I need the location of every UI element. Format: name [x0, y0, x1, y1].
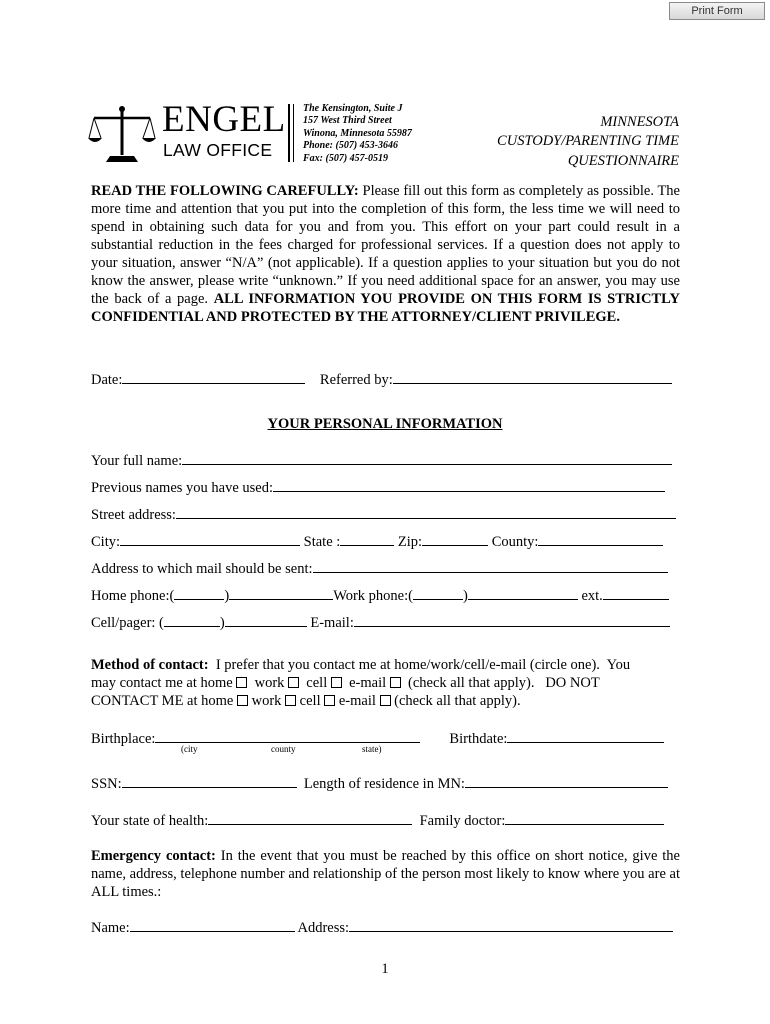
phone-line — [91, 586, 669, 605]
city-field[interactable] — [120, 532, 300, 546]
birth-state-hint: state) — [362, 744, 382, 754]
city-label: City: — [91, 534, 121, 550]
contact-method-lead: Method of contact: — [91, 657, 209, 673]
full-name-field[interactable] — [182, 451, 672, 465]
print-form-button[interactable]: Print Form — [669, 2, 765, 20]
date-field[interactable] — [122, 370, 305, 384]
contact-email-checkbox[interactable] — [390, 677, 401, 688]
home-area-code-field[interactable] — [174, 586, 224, 600]
paren: ) — [224, 588, 230, 604]
health-line — [91, 811, 664, 830]
cell-area-code-field[interactable] — [164, 613, 220, 627]
emergency-address-label: Address: — [297, 920, 350, 936]
contact-text: (check all that apply). DO NOT — [400, 675, 600, 691]
home-phone-label: Home phone:( — [91, 588, 175, 604]
address-line: The Kensington, Suite J — [303, 103, 403, 114]
zip-field[interactable] — [422, 532, 488, 546]
email-label: E-mail: — [310, 615, 354, 631]
emergency-name-field[interactable] — [130, 918, 295, 932]
street-address-field[interactable] — [176, 505, 676, 519]
health-label: Your state of health: — [91, 813, 209, 829]
county-label: County: — [491, 534, 539, 550]
emergency-contact-body: In the event that you must be reached by this office on short notice, give the name, address, telephone number and relationship of the person most likely to know where you are at ALL times.: — [91, 848, 680, 900]
mail-address-field[interactable] — [313, 559, 668, 573]
contact-text: cell — [299, 675, 331, 691]
contact-text: CONTACT ME at home — [91, 693, 237, 709]
title-line: MINNESOTA — [600, 114, 679, 130]
address-line: Winona, Minnesota 55987 — [303, 127, 412, 139]
cell-phone-field[interactable] — [225, 613, 307, 627]
address-line: 157 West Third Street — [303, 115, 392, 127]
contact-text: may contact me at home — [91, 675, 237, 691]
section-heading: YOUR PERSONAL INFORMATION — [267, 416, 503, 432]
contact-text: work — [247, 675, 289, 691]
residence-length-field[interactable] — [465, 774, 668, 788]
street-address-line — [91, 505, 676, 524]
page-number: 1 — [381, 961, 389, 977]
health-field[interactable] — [208, 811, 412, 825]
family-doctor-label: Family doctor: — [419, 813, 506, 829]
mail-address-label: Address to which mail should be sent: — [91, 561, 313, 577]
birthdate-label: Birthdate: — [449, 731, 508, 747]
logo-divider — [293, 104, 294, 162]
date-label: Date: — [91, 372, 123, 388]
ext-field[interactable] — [603, 586, 669, 600]
county-field[interactable] — [538, 532, 663, 546]
cell-line — [91, 613, 670, 632]
ext-label: ext. — [581, 588, 603, 604]
cell-label: Cell/pager: ( — [91, 615, 164, 631]
contact-work-checkbox[interactable] — [288, 677, 299, 688]
previous-names-field[interactable] — [273, 478, 665, 492]
ssn-label: SSN: — [91, 776, 122, 792]
contact-text: cell — [296, 693, 325, 709]
emergency-contact-paragraph — [91, 847, 680, 901]
logo-name: ENGEL — [162, 99, 286, 140]
contact-text: (check all that apply). — [390, 693, 521, 709]
emergency-name-label: Name: — [91, 920, 130, 936]
emergency-contact-lead: Emergency contact: — [91, 848, 216, 864]
state-field[interactable] — [340, 532, 394, 546]
instructions-lead: READ THE FOLLOWING CAREFULLY: — [91, 183, 359, 199]
no-contact-work-checkbox[interactable] — [285, 695, 296, 706]
title-line: CUSTODY/PARENTING TIME — [497, 133, 679, 150]
birthplace-label: Birthplace: — [91, 731, 156, 747]
work-area-code-field[interactable] — [413, 586, 463, 600]
street-address-label: Street address: — [91, 507, 176, 523]
state-label: State : — [303, 534, 341, 550]
office-address — [303, 103, 412, 165]
contact-text: I prefer that you contact me at home/work/cell/e-mail (circle one). You — [208, 657, 631, 673]
form-title — [497, 113, 679, 171]
no-contact-email-checkbox[interactable] — [380, 695, 391, 706]
contact-cell-checkbox[interactable] — [331, 677, 342, 688]
paren: ) — [219, 615, 225, 631]
scales-of-justice-icon — [88, 104, 156, 164]
referred-by-field[interactable] — [393, 370, 672, 384]
zip-label: Zip: — [397, 534, 423, 550]
ssn-field[interactable] — [122, 774, 297, 788]
title-line: QUESTIONNAIRE — [567, 152, 679, 169]
logo-divider — [288, 104, 290, 162]
mail-address-line — [91, 559, 668, 578]
family-doctor-field[interactable] — [505, 811, 664, 825]
emergency-address-field[interactable] — [349, 918, 673, 932]
paren: ) — [462, 588, 468, 604]
previous-names-line — [91, 478, 665, 497]
no-contact-cell-checkbox[interactable] — [324, 695, 335, 706]
contact-text: e-mail — [341, 675, 390, 691]
email-field[interactable] — [354, 613, 670, 627]
birthdate-field[interactable] — [507, 729, 664, 743]
logo-subtitle: LAW OFFICE — [163, 140, 273, 160]
birth-city-hint: (city — [181, 744, 198, 754]
confidentiality-notice: ALL INFORMATION YOU PROVIDE ON THIS FORM IS STRICTLY CONFIDENTIAL AND PROTECTED BY THE ATTORNEY/CLIENT PRIVILEGE. — [91, 291, 680, 325]
contact-text: e-mail — [335, 693, 380, 709]
work-phone-field[interactable] — [468, 586, 578, 600]
contact-method-line-3 — [91, 692, 521, 710]
contact-home-checkbox[interactable] — [236, 677, 247, 688]
city-line — [91, 532, 663, 551]
work-phone-label: Work phone:( — [333, 588, 413, 604]
home-phone-field[interactable] — [229, 586, 333, 600]
instructions-paragraph — [91, 182, 680, 326]
address-line: Fax: (507) 457-0519 — [303, 152, 388, 164]
full-name-line — [91, 451, 672, 470]
birthplace-field[interactable] — [155, 729, 420, 743]
contact-text: work — [247, 693, 286, 709]
instructions-body: Please fill out this form as completely as possible. The more time and attention that you put into the completion of this form, the less time we will need to spend in obtaining such data for you and from you. This effort on your part could result in a substantial reduction in the fees charged for professional services. If a question does not apply to your situation, answer “N/A” (not applicable). If a question applies to your situation but you do not know the answer, please write “unknown.” If you need additional space for an answer, you may use the back of a page. — [91, 183, 680, 307]
ssn-line — [91, 774, 668, 793]
contact-method-line-1 — [91, 656, 630, 674]
previous-names-label: Previous names you have used: — [91, 480, 274, 496]
date-line — [91, 370, 672, 389]
contact-method-line-2 — [91, 674, 600, 692]
full-name-label: Your full name: — [91, 453, 183, 469]
referred-by-label: Referred by: — [319, 372, 393, 388]
address-line: Phone: (507) 453-3646 — [303, 140, 398, 152]
no-contact-home-checkbox[interactable] — [237, 695, 248, 706]
birth-county-hint: county — [271, 744, 296, 754]
residence-length-label: Length of residence in MN: — [303, 776, 465, 792]
emergency-name-line — [91, 918, 673, 937]
